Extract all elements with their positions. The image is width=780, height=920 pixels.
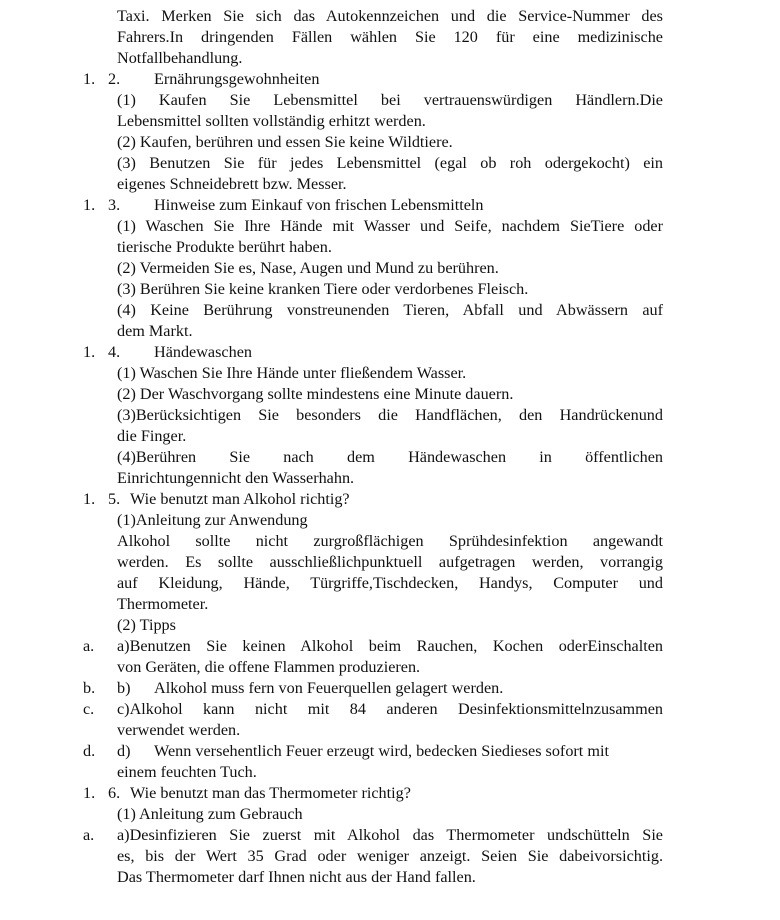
list-item-text: a)Desinfizieren Sie zuerst mit Alkohol das Thermometer undschütteln Sie — [117, 826, 663, 844]
paragraph-text: werden. Es sollte ausschließlichpunktuell aufgetragen werden, vorrangig — [117, 553, 663, 571]
paragraph-text: Fahrers.In dringenden Fällen wählen Sie 120 für eine medizinische — [117, 28, 663, 46]
list-marker: c. — [83, 700, 95, 718]
text-line — [0, 321, 780, 342]
list-item — [0, 741, 780, 762]
item-letter: d) — [117, 742, 131, 760]
list-item-text: a)Benutzen Sie keinen Alkohol beim Rauchen, Kochen oderEinschalten — [117, 637, 663, 655]
paragraph-text: eigenes Schneidebrett bzw. Messer. — [117, 175, 347, 193]
text-line — [0, 174, 780, 195]
section-number: 4. — [108, 343, 121, 361]
text-line — [0, 552, 780, 573]
paragraph-text: (2) Der Waschvorgang sollte mindestens eine Minute dauern. — [117, 385, 514, 403]
paragraph-text: verwendet werden. — [117, 721, 241, 739]
text-line — [0, 846, 780, 867]
paragraph-text: (4) Keine Berührung vonstreunenden Tieren, Abfall und Abwässern auf — [117, 301, 663, 319]
text-line — [0, 258, 780, 279]
text-line — [0, 804, 780, 825]
list-marker: 1. — [83, 490, 96, 508]
list-item-text: Wenn versehentlich Feuer erzeugt wird, bedecken Siedieses sofort mit — [154, 742, 609, 760]
paragraph-text: Alkohol sollte nicht zurgroßflächigen Sprühdesinfektion angewandt — [117, 532, 663, 550]
paragraph-text: (1) Waschen Sie Ihre Hände mit Wasser und Seife, nachdem SieTiere oder — [117, 217, 663, 235]
paragraph-text: Lebensmittel sollten vollständig erhitzt werden. — [117, 112, 426, 130]
text-line — [0, 363, 780, 384]
section-heading — [0, 489, 780, 510]
list-marker: 1. — [83, 343, 96, 361]
section-heading — [0, 342, 780, 363]
section-title: Wie benutzt man Alkohol richtig? — [130, 490, 350, 508]
text-line — [0, 27, 780, 48]
section-number: 6. — [108, 784, 121, 802]
section-heading — [0, 69, 780, 90]
text-line — [0, 867, 780, 888]
text-line — [0, 573, 780, 594]
text-line — [0, 111, 780, 132]
text-line — [0, 468, 780, 489]
paragraph-text: Thermometer. — [117, 595, 209, 613]
text-line — [0, 384, 780, 405]
list-marker: a. — [83, 637, 95, 655]
list-marker: 1. — [83, 70, 96, 88]
text-line — [0, 6, 780, 27]
paragraph-text: von Geräten, die offene Flammen produzieren. — [117, 658, 421, 676]
text-line — [0, 132, 780, 153]
paragraph-text: Taxi. Merken Sie sich das Autokennzeichen und die Service-Nummer des — [117, 7, 663, 25]
list-marker: a. — [83, 826, 95, 844]
paragraph-text: einem feuchten Tuch. — [117, 763, 257, 781]
text-line — [0, 90, 780, 111]
section-heading — [0, 195, 780, 216]
text-line — [0, 426, 780, 447]
list-item — [0, 699, 780, 720]
section-number: 3. — [108, 196, 121, 214]
text-line — [0, 300, 780, 321]
paragraph-text: es, bis der Wert 35 Grad oder weniger anzeigt. Seien Sie dabeivorsichtig. — [117, 847, 663, 865]
text-line — [0, 720, 780, 741]
text-line — [0, 216, 780, 237]
item-letter: b) — [117, 679, 131, 697]
text-line — [0, 594, 780, 615]
paragraph-text: (3) Benutzen Sie für jedes Lebensmittel (egal ob roh odergekocht) ein — [117, 154, 663, 172]
section-title: Ernährungsgewohnheiten — [154, 70, 320, 88]
list-item — [0, 636, 780, 657]
paragraph-text: (4)Berühren Sie nach dem Händewaschen in öffentlichen — [117, 448, 663, 466]
text-line — [0, 279, 780, 300]
text-line — [0, 762, 780, 783]
text-line — [0, 531, 780, 552]
section-heading — [0, 783, 780, 804]
paragraph-text: die Finger. — [117, 427, 187, 445]
list-item — [0, 678, 780, 699]
list-marker: 1. — [83, 784, 96, 802]
list-item-text: Alkohol muss fern von Feuerquellen gelagert werden. — [154, 679, 504, 697]
text-line — [0, 510, 780, 531]
paragraph-text: (3) Berühren Sie keine kranken Tiere oder verdorbenes Fleisch. — [117, 280, 529, 298]
text-line — [0, 237, 780, 258]
list-marker: b. — [83, 679, 96, 697]
paragraph-text: (3)Berücksichtigen Sie besonders die Handflächen, den Handrückenund — [117, 406, 663, 424]
paragraph-text: Einrichtungennicht den Wasserhahn. — [117, 469, 355, 487]
paragraph-text: (2) Vermeiden Sie es, Nase, Augen und Mund zu berühren. — [117, 259, 499, 277]
section-title: Wie benutzt man das Thermometer richtig? — [130, 784, 411, 802]
paragraph-text: (1)Anleitung zur Anwendung — [117, 511, 308, 529]
text-line — [0, 447, 780, 468]
paragraph-text: (1) Kaufen Sie Lebensmittel bei vertrauenswürdigen Händlern.Die — [117, 91, 663, 109]
document-page — [0, 6, 780, 888]
list-item — [0, 825, 780, 846]
section-title: Händewaschen — [154, 343, 252, 361]
paragraph-text: (2) Tipps — [117, 616, 176, 634]
paragraph-text: (2) Kaufen, berühren und essen Sie keine Wildtiere. — [117, 133, 453, 151]
text-line — [0, 405, 780, 426]
list-item-text: c)Alkohol kann nicht mit 84 anderen Desinfektionsmittelnzusammen — [117, 700, 663, 718]
paragraph-text: tierische Produkte berührt haben. — [117, 238, 332, 256]
text-line — [0, 615, 780, 636]
text-line — [0, 48, 780, 69]
list-marker: d. — [83, 742, 96, 760]
section-title: Hinweise zum Einkauf von frischen Lebensmitteln — [154, 196, 484, 214]
text-line — [0, 153, 780, 174]
list-marker: 1. — [83, 196, 96, 214]
paragraph-text: Notfallbehandlung. — [117, 49, 243, 67]
section-number: 5. — [108, 490, 121, 508]
paragraph-text: (1) Anleitung zum Gebrauch — [117, 805, 303, 823]
section-number: 2. — [108, 70, 121, 88]
paragraph-text: Das Thermometer darf Ihnen nicht aus der Hand fallen. — [117, 868, 476, 886]
paragraph-text: auf Kleidung, Hände, Türgriffe,Tischdecken, Handys, Computer und — [117, 574, 663, 592]
paragraph-text: dem Markt. — [117, 322, 193, 340]
text-line — [0, 657, 780, 678]
paragraph-text: (1) Waschen Sie Ihre Hände unter fließendem Wasser. — [117, 364, 467, 382]
